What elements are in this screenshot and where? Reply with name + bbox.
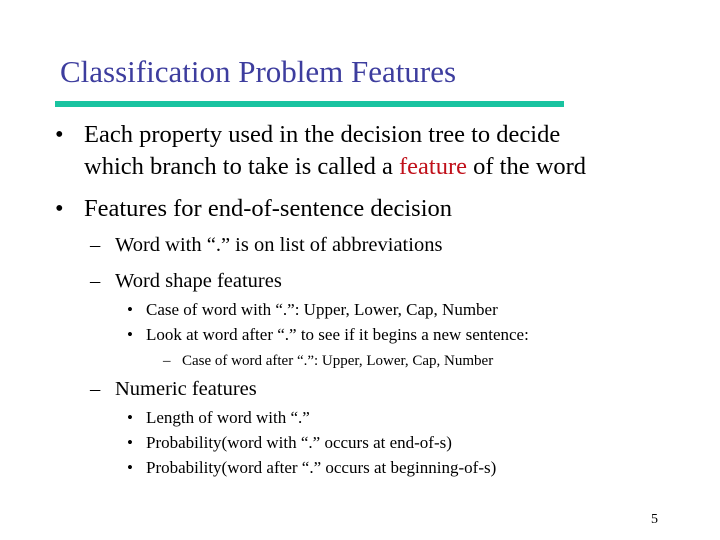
subbullet-abbreviations: Word with “.” is on list of abbreviations <box>115 234 443 256</box>
bullet-marker: • <box>127 458 133 477</box>
bullet-features-eos: Features for end-of-sentence decision <box>84 195 453 222</box>
bullet-feature-definition-line1: Each property used in the decision tree to decide <box>84 121 561 148</box>
bullet-marker: • <box>127 325 133 344</box>
subbullet-word-shape: Word shape features <box>115 270 282 292</box>
page-number: 5 <box>651 512 658 527</box>
bullet-text: which branch to take is called a <box>84 153 393 180</box>
bullet-feature-definition-line2 <box>84 152 586 182</box>
case-after-item: Case of word after “.”: Upper, Lower, Cap, Number <box>182 353 494 369</box>
word-shape-item: Look at word after “.” to see if it begins a new sentence: <box>146 325 529 344</box>
numeric-item: Length of word with “.” <box>146 408 310 427</box>
highlighted-term: feature <box>398 153 467 180</box>
bullet-marker: • <box>127 300 133 319</box>
word-shape-item: Case of word with “.”: Upper, Lower, Cap, Number <box>146 300 498 319</box>
bullet-marker: • <box>127 408 133 427</box>
bullet-marker: • <box>55 195 64 222</box>
dash-marker: – <box>163 353 171 369</box>
dash-marker: – <box>90 270 101 292</box>
bullet-marker: • <box>127 433 133 452</box>
numeric-item: Probability(word with “.” occurs at end-of-s) <box>146 433 452 452</box>
bullet-marker: • <box>55 121 64 148</box>
title-underline <box>55 101 564 107</box>
subbullet-numeric: Numeric features <box>115 378 257 400</box>
numeric-item: Probability(word after “.” occurs at beginning-of-s) <box>146 458 497 477</box>
slide-title: Classification Problem Features <box>60 54 457 89</box>
dash-marker: – <box>90 234 101 256</box>
bullet-text: of the word <box>473 153 587 180</box>
dash-marker: – <box>90 378 101 400</box>
